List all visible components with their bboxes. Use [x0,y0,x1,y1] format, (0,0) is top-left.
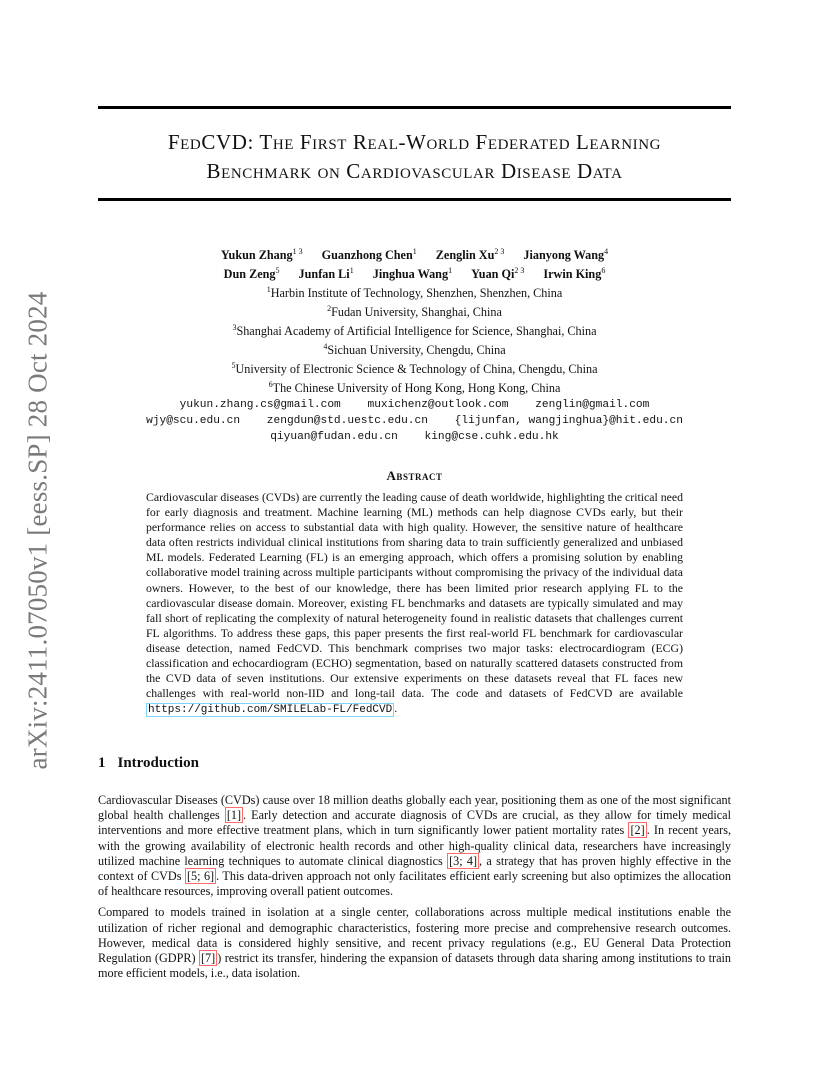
paper-title [98,128,731,186]
section-title: Introduction [117,755,199,771]
email-row-2 [98,413,731,429]
section-heading [98,755,199,772]
author-row-2 [98,263,731,282]
author: Dun Zeng$^5$ [223,266,280,282]
author: Zenglin $Xu^{2 3}$ [435,247,505,263]
introduction-body [98,793,731,987]
affiliation: $^6$The Chinese University of Hong Kong, Hong Kong, China [268,380,561,396]
citation-link[interactable]: [2] [630,823,645,838]
citation-link[interactable]: [5; 6] [186,869,215,884]
title-line-2: Benchmark on Cardiovascular Disease Data [206,159,623,183]
author-block [98,244,731,445]
title-bottom-rule [98,198,731,201]
arxiv-sidebar [20,290,56,770]
abstract-heading: Abstract [386,468,443,483]
author: Irwin King$^6$ [543,266,606,282]
paragraph: Cardiovascular Diseases (CVDs) cause over 18 million deaths globally each year, positioning them as one of the most significant global health challenges [1] . Early detection and accurate diagnosis of CVDs are crucial, as they allow for timely medical interventions and more effective treatment plans, which in turn significantly lower patient mortality rates [2] . In recent years, with the growing availability of electronic health records and other high-quality clinical data, researchers have increasingly utilized machine learning techniques to automate clinical diagnostics [3; 4] , a strategy that has proven highly effective in the context of CVDs [5; 6] . This data-driven approach not only facilitates efficient early screening but also optimizes the allocation of healthcare resources, improving overall patient outcomes. [98,793,731,899]
title-line-1: FedCVD: The First Real-World Federated Learning [167,130,662,154]
author: Jinghua Wang$^1$ [372,266,453,282]
author: Guanzhong Chen$^1$ [321,247,417,263]
email-row-3 [98,429,731,445]
affiliation: $^4$Sichuan University, Chengdu, China [323,342,506,358]
email-row-1 [98,397,731,413]
email-link[interactable]: qiyuan@fudan.edu.cn [270,430,398,443]
email-link[interactable]: yukun.zhang.cs@gmail.com [179,398,341,411]
email-link[interactable]: wjy@scu.edu.cn [146,414,241,427]
citation-link[interactable]: [3; 4] [449,853,478,868]
author-row-1 [98,244,731,263]
author: Yuan $Qi^{2 3}$ [471,266,525,282]
author: Jianyong Wang$^4$ [523,247,609,263]
affiliation: $^5$University of Electronic Science & Technology of China, Chengdu, China [231,361,598,377]
arxiv-identifier: arXiv:2411.07050v1 [eess.SP] 28 Oct 2024 [22,291,53,769]
email-link[interactable]: muxichenz@outlook.com [367,398,509,411]
abstract-body: Cardiovascular diseases (CVDs) are currently the leading cause of death worldwide, highlighting the critical need for early diagnosis and treatment. Machine learning (ML) methods can help diagnose CVDs early, but their performance relies on access to substantial data with high quality. However, the sensitive nature of healthcare data often restricts individual clinical institutions from sharing data to train sufficiently generalized and unbiased ML models. Federated Learning (FL) is an emerging approach, which offers a promising solution by enabling collaborative model training across multiple participants without compromising the privacy of the individual data owners. However, to the best of our knowledge, there has been limited prior research applying FL to the cardiovascular disease domain. Moreover, existing FL benchmarks and datasets are typically simulated and may fall short of replicating the complexity of natural heterogeneity found in realistic datasets that challenges current FL algorithms. To address these gaps, this paper presents the first real-world FL benchmark for cardiovascular disease detection, named FedCVD. This benchmark comprises two major tasks: electrocardiogram (ECG) classification and echocardiogram (ECHO) segmentation, based on naturally scattered datasets constructed from the CVD data of seven institutions. Our extensive experiments on these datasets reveal that FL faces new challenges with real-world non-IID and long-tail data. The code and datasets of FedCVD are available https://github.com/SMILELab-FL/FedCVD . [146,490,683,717]
email-link[interactable]: king@cse.cuhk.edu.hk [424,430,559,443]
author: Yukun Zhang$^{1 3}$ [220,247,303,263]
citation-link[interactable]: [7] [201,951,216,966]
affiliation: $^2$Fudan University, Shanghai, China [327,304,502,320]
affiliation: $^3$Shanghai Academy of Artificial Intelligence for Science, Shanghai, China [232,323,597,339]
email-link[interactable]: {lijunfan, wangjinghua}@hit.edu.cn [454,414,683,427]
email-link[interactable]: zenglin@gmail.com [535,398,650,411]
abstract-text: Cardiovascular diseases (CVDs) are currently the leading cause of death worldwide, highlighting the critical need for early diagnosis and treatment. Machine learning (ML) methods can help diagnose CVDs early, but their performance relies on access to substantial data with high quality. However, the sensitive nature of healthcare data often restricts individual clinical institutions from sharing data to train sufficiently generalized and unbiased ML models. Federated Learning (FL) is an emerging approach, which offers a promising solution by enabling collaborative model training across multiple participants without compromising the privacy of the individual data owners. However, to the best of our knowledge, there has been limited prior research applying FL to the cardiovascular disease domain. Moreover, existing FL benchmarks and datasets are typically simulated and may fall short of replicating the complexity of natural heterogeneity found in realistic datasets that challenges current FL algorithms. To address these gaps, this paper presents the first real-world FL benchmark for cardiovascular disease detection, named FedCVD. This benchmark comprises two major tasks: electrocardiogram (ECG) classification and echocardiogram (ECHO) segmentation, based on naturally scattered datasets constructed from the CVD data of seven institutions. Our extensive experiments on these datasets reveal that FL faces new challenges with real-world non-IID and long-tail data. The code and datasets of FedCVD are available [146,490,683,701]
author: Junfan Li$^1$ [298,266,354,282]
github-link[interactable]: https://github.com/SMILELab-FL/FedCVD [148,704,393,717]
paragraph: Compared to models trained in isolation at a single center, collaborations across multiple medical institutions enable the utilization of richer regional and demographic characteristics, fostering more precise and comprehensive research outcomes. However, medical data is considered highly sensitive, and recent privacy regulations (e.g., EU General Data Protection Regulation (GDPR) [7] ) restrict its transfer, hindering the expansion of datasets through data sharing among institutions to train more efficient models, i.e., data isolation. [98,905,732,981]
email-link[interactable]: zengdun@std.uestc.edu.cn [266,414,428,427]
affiliation: $^1$Harbin Institute of Technology, Shenzhen, Shenzhen, China [266,285,563,301]
citation-link[interactable]: [1] [226,808,242,823]
title-top-rule [98,106,731,109]
section-number: 1 [98,755,106,771]
